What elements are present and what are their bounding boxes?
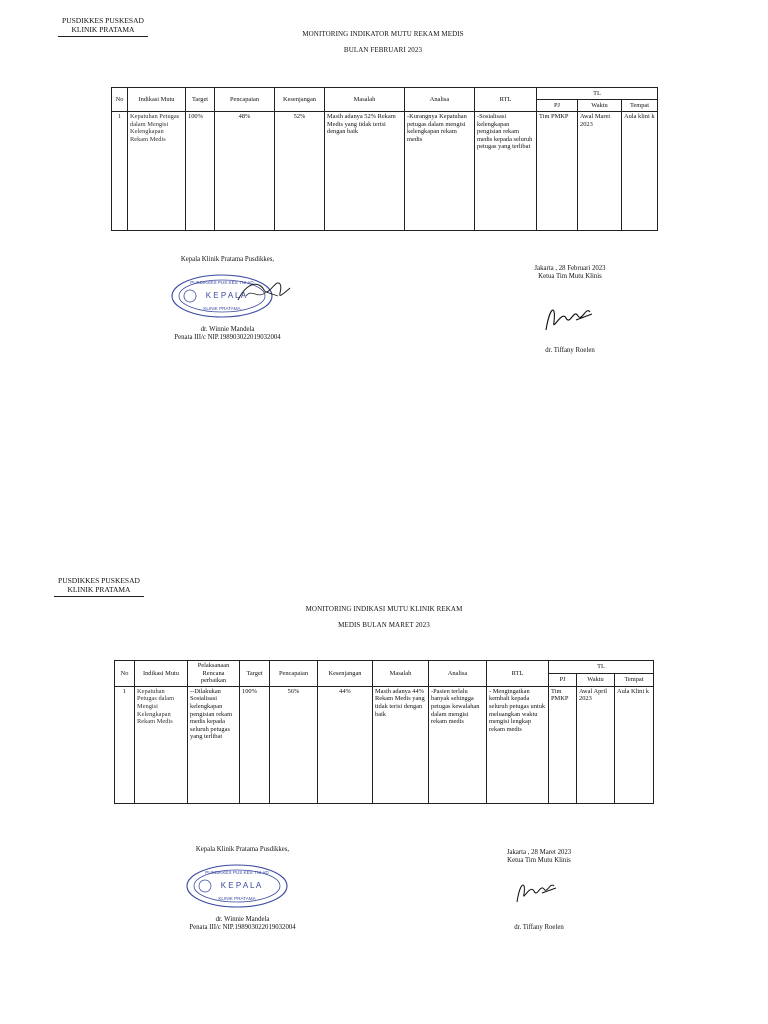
col-pj: PJ (549, 673, 577, 686)
col-indikasi: Indikasi Mutu (128, 88, 186, 112)
cell-tempat: Aula Klini k (615, 686, 654, 803)
col-target: Target (240, 661, 270, 687)
stamp-bottom-text: KLINIK PRATAMA (203, 306, 241, 311)
doc-title (230, 30, 536, 54)
right-sign-role: Ketua Tim Mutu Klinis (507, 857, 571, 864)
cell-pj: Tim PMKP (537, 112, 578, 231)
cell-waktu: Awal April 2023 (577, 686, 615, 803)
right-sign-name: dr. Tiffany Roelen (545, 347, 595, 354)
col-no: No (112, 88, 128, 112)
cell-target: 100% (240, 686, 270, 803)
cell-rtl: - Mengingatkan kembali kepada seluruh petugas untuk meluangkan waktu mengisi lengkap rekam medis (487, 686, 549, 803)
col-rtl: RTL (475, 88, 537, 112)
org-header (58, 16, 148, 34)
col-tl: TL (549, 661, 654, 674)
right-sign-date: Jakarta , 28 Februari 2023 (534, 265, 606, 272)
col-pencapaian: Pencapaian (215, 88, 275, 112)
left-sign-title: Kepala Klinik Pratama Pusdikkes, (180, 256, 275, 263)
org-header (54, 576, 144, 594)
col-tempat: Tempat (622, 100, 658, 112)
table-row (112, 112, 658, 231)
col-masalah: Masalah (325, 88, 405, 112)
col-waktu: Waktu (578, 100, 622, 112)
cell-indikasi: Kepatuhan Petugas dalam Mengisi Kelengkapan Rekam Medis (135, 686, 188, 803)
table-row (115, 686, 654, 803)
signature-mark (512, 876, 558, 906)
col-pencapaian: Pencapaian (270, 661, 318, 687)
stamp-mid-text: K E P A L A (220, 881, 262, 890)
cell-analisa: -Pasien terlalu banyak sehingga petugas kewalahan dalam mengisi rekam medis (429, 686, 487, 803)
stamp-top-text: PUSDIKKES PUS KES TNI AD (205, 870, 269, 875)
col-tempat: Tempat (615, 673, 654, 686)
doc-title (250, 605, 518, 629)
right-sign-name: dr. Tiffany Roelen (514, 924, 564, 931)
left-sign-title: Kepala Klinik Pratama Pusdikkes, (195, 846, 290, 853)
cell-pelaksanaan: --Dilakukan Sosialisasi kelengkapan pengisian rekam medis kepada seluruh petugas yang terlibat (188, 686, 240, 803)
title-line-2: BULAN FEBRUARI 2023 (343, 46, 423, 54)
cell-kesenjangan: 52% (275, 112, 325, 231)
org-line-2: KLINIK PRATAMA (71, 25, 135, 34)
left-sign-name: dr. Winnie Mandela (215, 916, 270, 923)
org-line-1: PUSDIKKES PUSKESAD (58, 576, 140, 585)
cell-pencapaian: 48% (215, 112, 275, 231)
right-sign-date: Jakarta , 28 Maret 2023 (506, 849, 572, 856)
col-analisa: Analisa (405, 88, 475, 112)
cell-indikasi: Kepatuhan Petugas dalam Mengisi Kelengkapan Rekam Medis (128, 112, 186, 231)
left-signature-block (160, 256, 295, 264)
org-line-1: PUSDIKKES PUSKESAD (62, 16, 144, 25)
header-divider (58, 36, 148, 37)
monitoring-table (114, 660, 654, 804)
col-kesenjangan: Kesenjangan (318, 661, 373, 687)
left-signer (150, 326, 305, 342)
header-divider (54, 596, 144, 597)
org-line-2: KLINIK PRATAMA (67, 585, 131, 594)
col-pelaksanaan: Pelaksanaan Rencana perbaikan (188, 661, 240, 687)
col-analisa: Analisa (429, 661, 487, 687)
left-sign-nip: Penata III/c NIP.198903022019032004 (189, 924, 296, 931)
left-sign-name: dr. Winnie Mandela (200, 326, 255, 333)
signature-mark (540, 300, 596, 336)
cell-tempat: Aula klini k (622, 112, 658, 231)
stamp-top-text: PUSDIKKES PUS KES TNI AD (190, 280, 254, 285)
cell-masalah: Masih adanya 44% Rekam Medis yang tidak terisi dengan baik (373, 686, 429, 803)
col-rtl: RTL (487, 661, 549, 687)
col-tl: TL (537, 88, 658, 100)
col-kesenjangan: Kesenjangan (275, 88, 325, 112)
cell-analisa: -Kurangnya Kepatuhan petugas dalam mengisi kelengkapan rekam medis (405, 112, 475, 231)
col-pj: PJ (537, 100, 578, 112)
left-signature-block (175, 846, 310, 854)
official-stamp (183, 860, 315, 912)
cell-no: 1 (112, 112, 128, 231)
col-masalah: Masalah (373, 661, 429, 687)
cell-rtl: -Sosialisasi kelengkapan pengisian rekam medis kepada seluruh petugas yang terlibat (475, 112, 537, 231)
col-waktu: Waktu (577, 673, 615, 686)
title-line-1: MONITORING INDIKATOR MUTU REKAM MEDIS (302, 30, 464, 38)
col-no: No (115, 661, 135, 687)
cell-target: 100% (186, 112, 215, 231)
right-sign-role: Ketua Tim Mutu Klinis (538, 273, 602, 280)
cell-masalah: Masih adanya 52% Rekam Medis yang tidak terisi dengan baik (325, 112, 405, 231)
left-sign-nip: Penata III/c NIP.198903022019032004 (174, 334, 281, 341)
stamp-bottom-text: KLINIK PRATAMA (218, 896, 256, 901)
cell-kesenjangan: 44% (318, 686, 373, 803)
title-line-1: MONITORING INDIKASI MUTU KLINIK REKAM (305, 605, 463, 613)
right-signer (489, 924, 589, 932)
title-line-2: MEDIS BULAN MARET 2023 (338, 621, 430, 629)
stamp-mid-text: K E P A L A (205, 291, 247, 300)
cell-pj: Tim PMKP (549, 686, 577, 803)
right-signature-block (489, 849, 589, 865)
left-signer (165, 916, 320, 932)
cell-no: 1 (115, 686, 135, 803)
official-stamp (168, 270, 300, 322)
monitoring-table (111, 87, 658, 231)
col-target: Target (186, 88, 215, 112)
cell-pencapaian: 56% (270, 686, 318, 803)
col-indikasi: Indikasi Mutu (135, 661, 188, 687)
right-signer (520, 347, 620, 355)
right-signature-block (520, 265, 620, 281)
cell-waktu: Awal Maret 2023 (578, 112, 622, 231)
